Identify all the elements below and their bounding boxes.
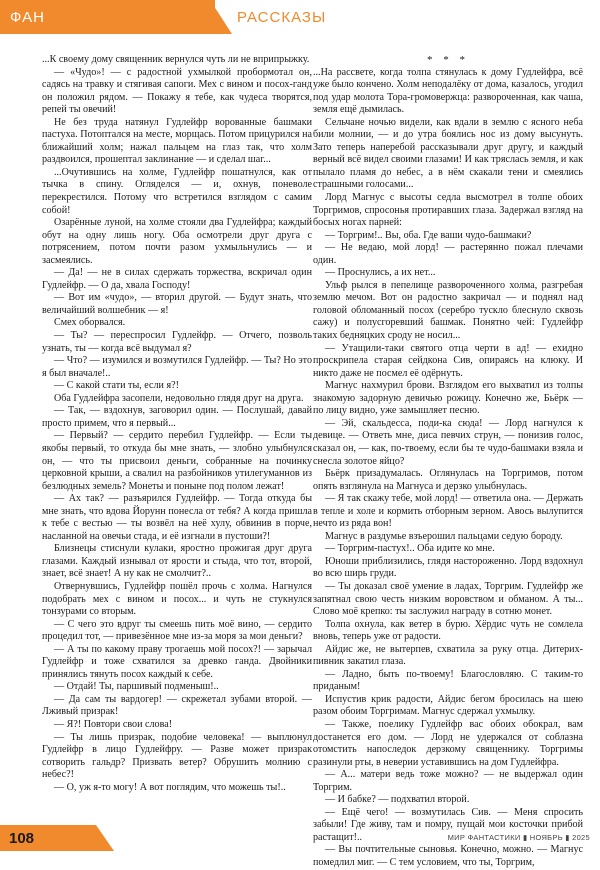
page-number-slant	[96, 825, 114, 851]
paragraph: — Ты лишь призрак, подобие человека! — выплюнул Гудлейфр в лицо Гудлейфру. — Разве может призрак сотворить гальдр? Призвать ветер? Обрушить молнию с небес?!	[42, 731, 312, 781]
magazine-footer: МИР ФАНТАСТИКИ ▮ НОЯБРЬ ▮ 2025	[447, 833, 590, 842]
paragraph: Юноши приблизились, глядя настороженно. Лорд вздохнул во всю ширь груди.	[313, 555, 583, 580]
paragraph: Айдис же, не вытерпев, схватила за руку отца. Дитерих-пивник закатил глаза.	[313, 643, 583, 668]
left-text-column	[42, 54, 312, 794]
paragraph: — Утащили-таки святого отца черти в ад! — ехидно проскрипела старая сейдкона Сив, опираясь на клюку. И никто даже не посмел её одёрнуть.	[313, 342, 583, 379]
paragraph: Бьёрк призадумалась. Оглянулась на Торгримов, потом опять взглянула на Магнуса и дерзко улыбнулась.	[313, 468, 583, 492]
paragraph: — А... матери ведь тоже можно? — не выдержал один Торгрим.	[313, 769, 583, 793]
paragraph: ...На рассвете, когда толпа стянулась к дому Гудлейфра, всё уже было кончено. Холм неподалёку от дома, казалось, угодил под удар молота Тора-громовержца: развороченная, как чаша, земля ещё дымилась.	[313, 66, 583, 116]
paragraph: — Торгрим-пастух!.. Оба идите ко мне.	[325, 543, 495, 555]
paragraph: — Эй, скальдесса, поди-ка сюда! — Лорд нагнулся к девице. — Ответь мне, диса певчих струн, — понизив голос, сказал он, — как, по-твоему, если бы те чудо-башмаки взяла и снесла золотое яйцо?	[313, 417, 583, 467]
paragraph: — Ещё чего! — возмутилась Сив. — Меня спросить забыли! Где живу, там и помру, пущай мои косточки прибой растащит!..	[313, 806, 583, 843]
paragraph: — А ты по какому праву трогаешь мой посох?! — зарычал Гудлейфр и тоже схватился за древко ганда. Двойники принялись тянуть посох каждый к себе.	[42, 643, 312, 680]
paragraph: — Ты? — переспросил Гудлейфр. — Отчего, позволь узнать, ты — когда всё выдумал я?	[42, 330, 312, 354]
paragraph: Магнус в раздумье взъерошил пальцами седую бороду.	[325, 530, 563, 542]
section-title: ФАН	[10, 9, 45, 26]
paragraph: — Первый? — сердито перебил Гудлейфр. — Если ты якобы первый, то откуда бы мне знать, — злобно улыбнулся он, — что ты присвоил деньги, собранные на починку церковной крыши, а свалил на разбойников утилегуманнов из безлюдных земель? Монеты и поныне под полом лежат!	[42, 430, 312, 492]
paragraph: Ульф рылся в пепелище развороченного холма, разгребая землю мечом. Вот он радостно закричал — и поднял над головой обломанный посох (серебро тускло блеснуло сквозь сажу) и полусгоревший башмак. Понятно чей: Гудлейфр таких бедняцких сроду не носил...	[313, 279, 583, 342]
paragraph: — Что? — изумился и возмутился Гудлейфр. — Ты? Но это я был вначале!..	[42, 355, 312, 379]
paragraph: — И бабке? — подхватил второй.	[325, 794, 470, 806]
paragraph: Оба Гудлейфра засопели, недовольно глядя друг на друга.	[54, 392, 304, 404]
paragraph: Лорд Магнус с высоты седла высмотрел в толпе обоих Торгримов, спросонья протиравших глаза. Задержал взгляд на босых ногах парней:	[313, 192, 583, 229]
paragraph: Толпа охнула, как ветер в бурю. Хёрдис чуть не сомлела вновь, теперь уже от радости.	[313, 618, 583, 643]
paragraph: ...Очутившись на холме, Гудлейфр пошатнулся, как от тычка в спину. Огляделся — и, охнув, поневоле перекрестился. Потому что встретился взглядом с самим собой!	[42, 166, 312, 216]
paragraph: — Да сам ты вардогер! — скрежетал зубами второй. — Лживый призрак!	[42, 693, 312, 718]
paragraph: Испустив крик радости, Айдис бегом бросилась на шею разом обоим Торгримам. Магнус сдержал ухмылку.	[313, 693, 583, 718]
paragraph: — О, уж я-то могу! А вот поглядим, что можешь ты!..	[54, 781, 286, 793]
paragraph: — Также, поелику Гудлейфр вас обоих обокрал, вам достанется его дом. — Лорд не удержался от соблазна отомстить напоследок дерзкому священнику. Торгримы разинули рты, в неверии уставившись на дом Гудлейфра.	[313, 718, 583, 768]
right-text-column	[313, 54, 583, 870]
paragraph: — Не ведаю, мой лорд! — растерянно пожал плечами один.	[313, 242, 583, 266]
paragraph: — Торгрим!.. Вы, оба. Где ваши чудо-башмаки?	[325, 229, 532, 241]
paragraph: — Ты доказал своё умение в ладах, Торгрим. Гудлейфр же запятнал свою честь низким воровством и обманом. А ты... Слово моё крепко: ты заслужил награду в сотню монет.	[313, 580, 583, 618]
paragraph: Отвернувшись, Гудлейфр пошёл прочь с холма. Нагнулся подобрать мех с вином и посох... и чуть не стукнулся тонзурами со вторым.	[42, 580, 312, 618]
page-header	[0, 0, 600, 34]
paragraph: — Проснулись, а их нет...	[325, 267, 436, 279]
paragraph: Не без труда натянул Гудлейфр ворованные башмаки пастуха. Потоптался на месте, морщась. Потом прицурился на ближайший холм; нажал пальцем на глаз так, что холм раздвоился, прошептал заклинание — и сделал шаг...	[42, 116, 312, 166]
paragraph: — Ах так? — разъярился Гудлейфр. — Тогда откуда бы мне знать, что вдова Йорунн понесла от тебя? А когда пришла к тебе с вестью — ты возвёл на неё хулу, обвинив в порче, насланной на овечьи стада, и её изгнали в пустоши?!	[42, 493, 312, 542]
paragraph: — Да! — не в силах сдержать торжества, вскричал один Гудлейфр. — О да, хвала Господу!	[42, 267, 312, 291]
rubric-title: РАССКАЗЫ	[237, 9, 327, 26]
paragraph: Близнецы стиснули кулаки, яростно прожигая друг друга глазами. Каждый изнывал от ярости и стыда, что тот, второй, знает, всё знает! А ну как не смолчит?..	[42, 543, 312, 580]
header-accent-slant	[210, 0, 232, 34]
paragraph: — Я?! Повтори свои слова!	[54, 718, 173, 730]
paragraph: — Вы почтительные сыновья. Конечно, можно. — Магнус помедлил миг. — С тем условием, что ты, Торгрим,	[313, 844, 583, 868]
paragraph: Магнус нахмурил брови. Взглядом его выхватил из толпы знакомую задорную девичью рожицу. Конечно же, Бьёрк — по лицу видно, уже замышляет песню.	[313, 380, 583, 417]
paragraph: — Вот им «чудо», — вторил другой. — Будут знать, что величайший волшебник — я!	[42, 292, 312, 316]
paragraph: — Отдай! Ты, паршивый подменыш!..	[54, 681, 219, 693]
paragraph: Озарённые луной, на холме стояли два Гудлейфра; каждый обут на одну лишь ногу. Оба осмотрели друг друга с потрясением, потом почти разом ухмыльнулись — и засмеялись.	[42, 217, 312, 266]
paragraph: — С какой стати ты, если я?!	[54, 380, 179, 392]
paragraph: Сельчане ночью видели, как вдали в землю с ясного неба били молнии, — и до утра боялись нос из дому высунуть. Зато теперь наперебой рассказывали друг другу, и каждый верный всё видел своими глазами! И как тряслась земля, и как пылало пламя до небес, а в нём скакали тени и смеялись страшными голосами...	[313, 116, 583, 191]
paragraph: — Так, — вздохнув, заговорил один. — Послушай, давай просто примем, что я первый...	[42, 405, 312, 429]
paragraph: — Я так скажу тебе, мой лорд! — ответила она. — Держать в тепле и холе и кормить отборным зерном. Авось вылупится нечто из ряда вон!	[313, 493, 583, 530]
scene-separator: * * *	[427, 54, 469, 66]
paragraph: ...К своему дому священник вернулся чуть ли не вприпрыжку.	[42, 54, 310, 65]
paragraph: — «Чудо»! — с радостной ухмылкой пробормотал он, садясь на травку и стягивая сапоги. Мех с вином и посох-ганд он положил рядом. — Покажу я тебе, как чудеса творятся, репей ты овечий!	[42, 66, 312, 116]
paragraph: — Ладно, быть по-твоему! Благословляю. С таким-то приданым!	[313, 668, 583, 693]
page-number: 108	[9, 830, 35, 847]
paragraph: Смех оборвался.	[54, 317, 126, 329]
paragraph: — С чего это вдруг ты смеешь пить моё вино, — сердито процедил тот, — привезённое мне из-за моря за мои деньги?	[42, 618, 312, 643]
